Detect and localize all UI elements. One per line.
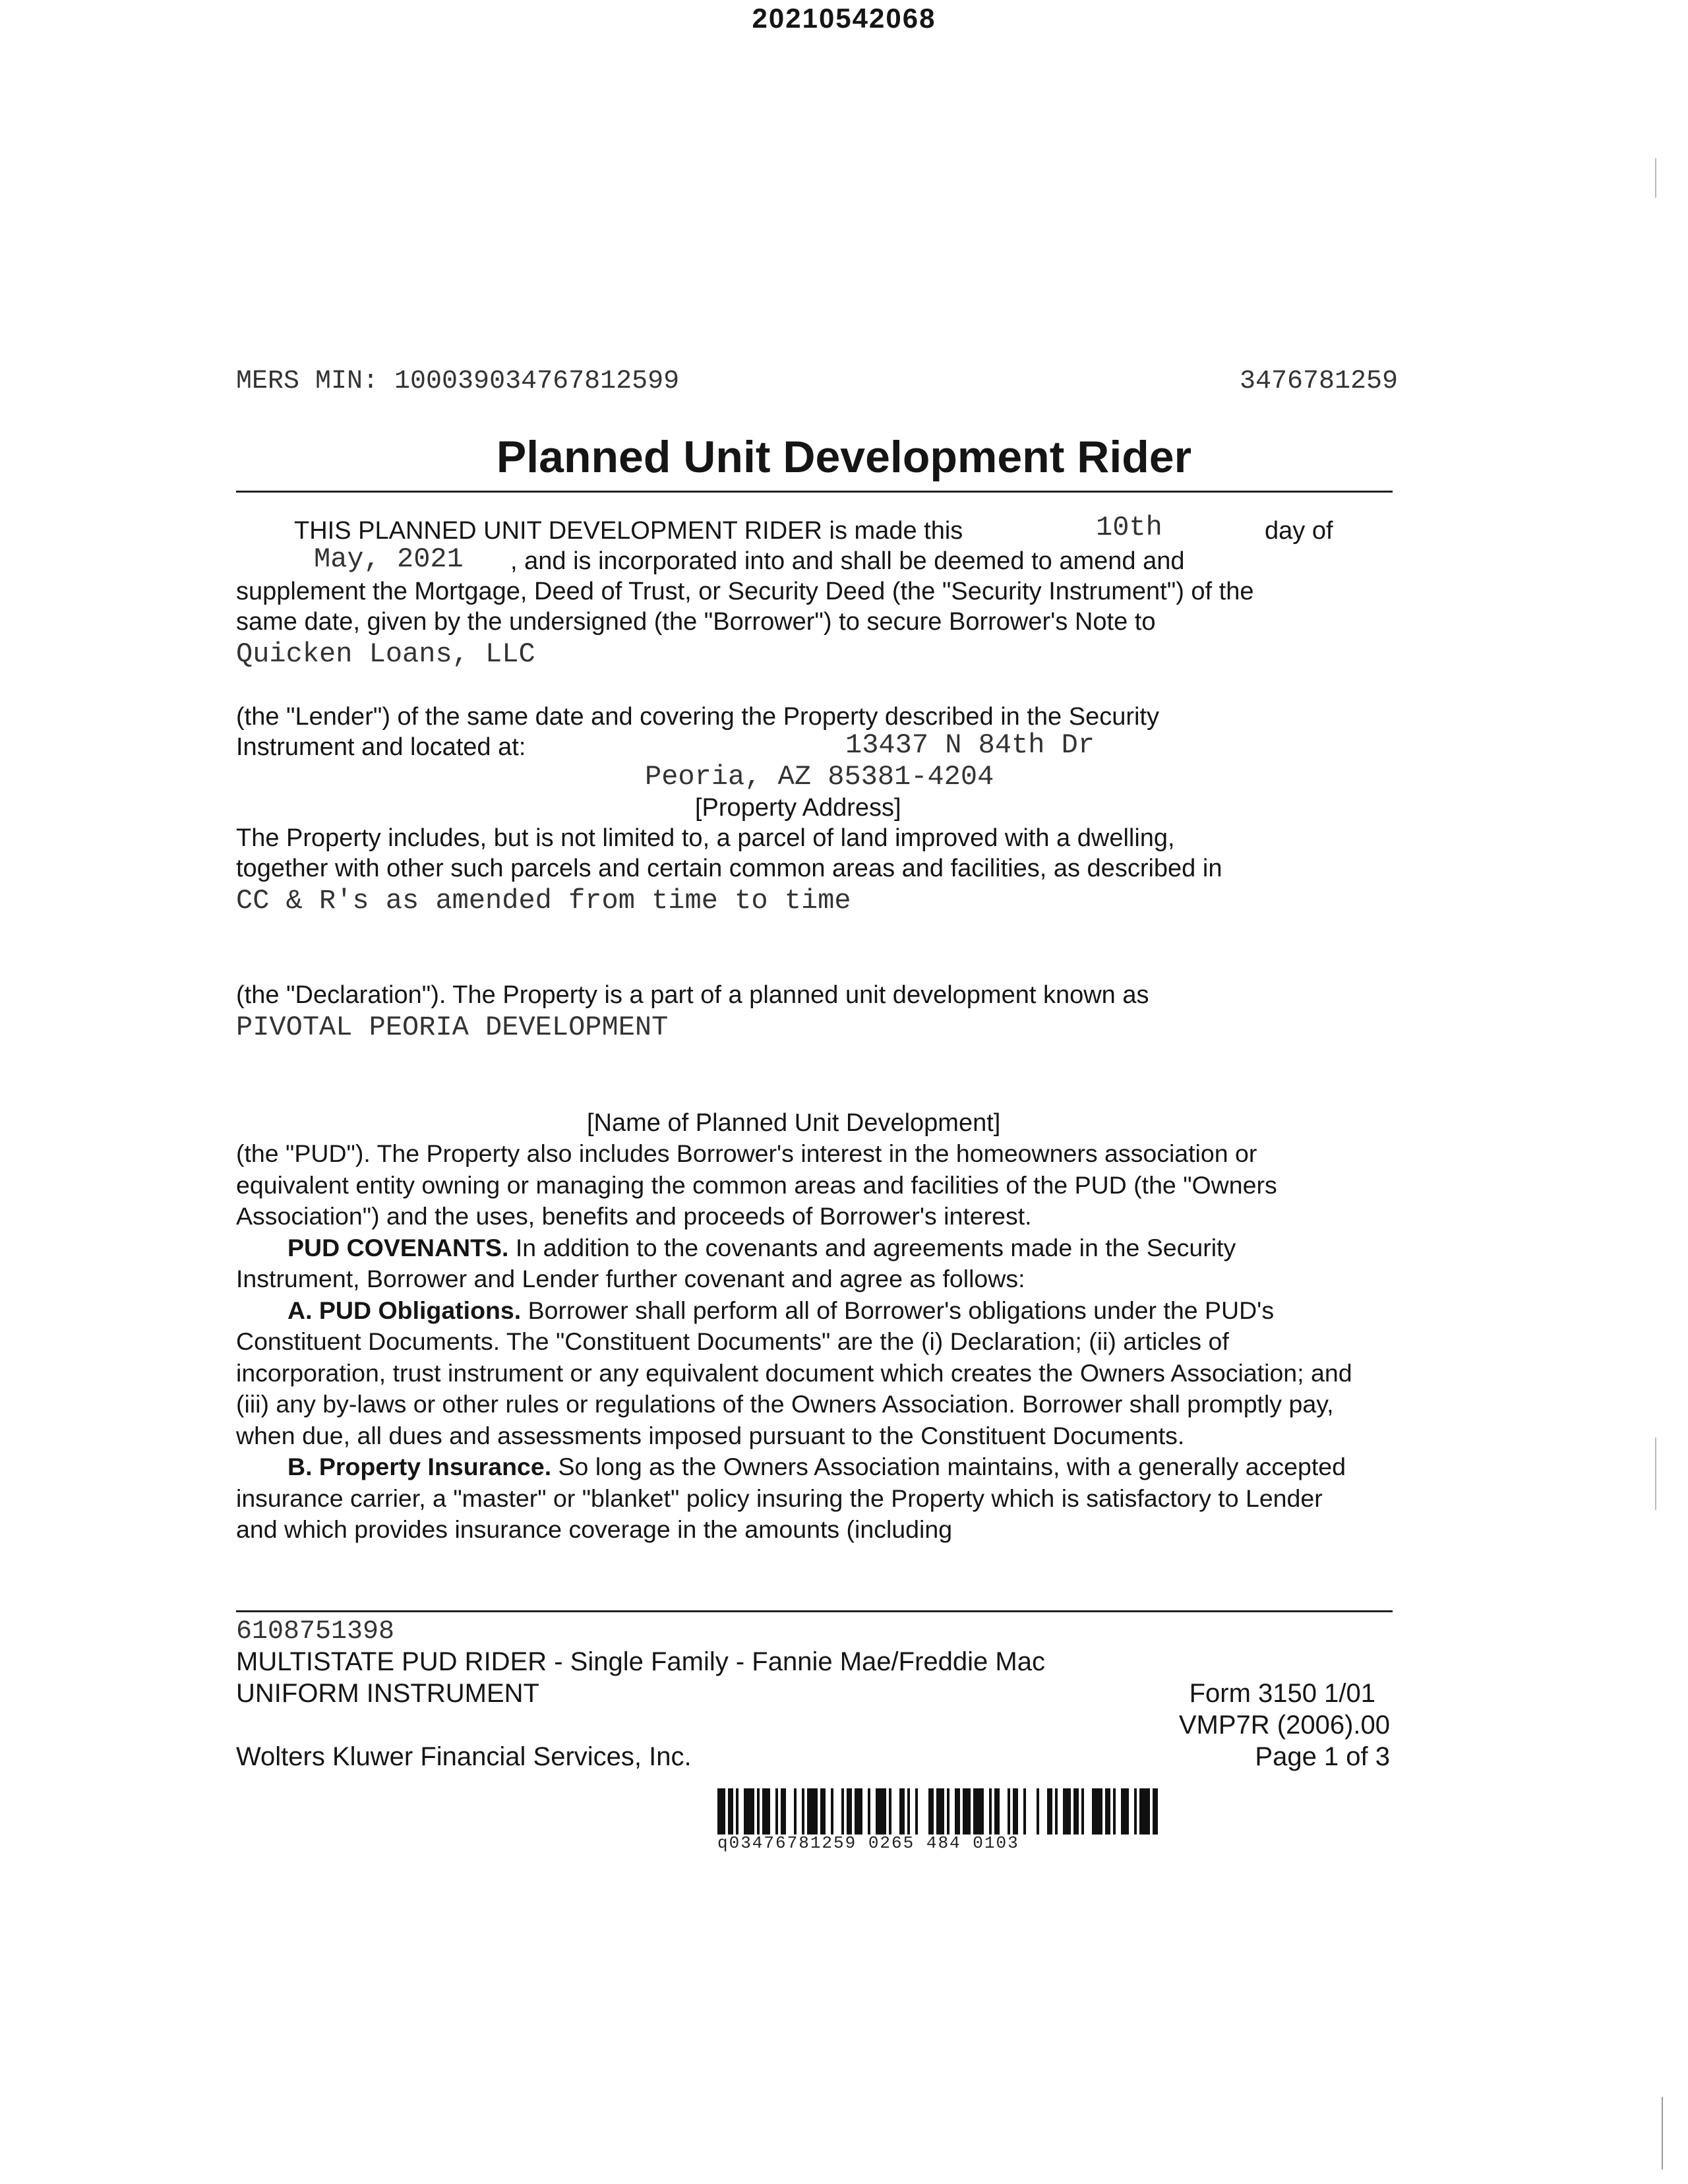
intro-line-3: supplement the Mortgage, Deed of Trust, or Security Deed (the "Security Instrument") of the [236, 578, 1254, 605]
barcode-bar [1105, 1788, 1110, 1835]
day-of-label: day of [1265, 517, 1333, 545]
barcode-bar [1063, 1788, 1071, 1835]
address-line-1: 13437 N 84th Dr [845, 729, 1095, 761]
address-line-2: Peoria, AZ 85381-4204 [645, 761, 994, 793]
barcode-bar [1055, 1788, 1058, 1835]
barcode-bar [1081, 1788, 1084, 1835]
barcode-bar [775, 1788, 778, 1835]
barcode-bar [1113, 1788, 1116, 1835]
barcode-bar [1073, 1788, 1079, 1835]
pud-name-value: PIVOTAL PEORIA DEVELOPMENT [236, 1012, 669, 1043]
declaration-value: CC & R's as amended from time to time [236, 885, 851, 917]
barcode-bar [717, 1788, 725, 1835]
pud-paragraph: (the "PUD"). The Property also includes Borrower's interest in the homeowners association or equivalent entity owning or managing the common areas and facilities of the PUD (the "Owners Association") and the uses, benefits and proceeds of Borrower's interest. [236, 1139, 1277, 1230]
barcode-bar [1139, 1788, 1150, 1835]
month-year-value: May, 2021 [314, 543, 464, 575]
footer-vmp: VMP7R (2006).00 [1178, 1711, 1390, 1740]
intro-line-6: Instrument and located at: [236, 733, 526, 761]
barcode-bar [1134, 1788, 1137, 1835]
barcode-bar [989, 1788, 992, 1835]
barcode-bar [876, 1788, 886, 1835]
footer-uniform-instrument: UNIFORM INSTRUMENT [236, 1679, 539, 1708]
barcode-bar [820, 1788, 826, 1835]
scan-mark [1655, 158, 1656, 198]
covenants-paragraph [236, 1232, 1357, 1295]
barcode-bar [955, 1788, 960, 1835]
document-title: Planned Unit Development Rider [496, 432, 1192, 482]
covenants-text: In addition to the covenants and agreements made in the Security Instrument, Borrower and Lender further covenant and agree as follows: [236, 1233, 1236, 1292]
scan-mark [1662, 2097, 1663, 2169]
barcode-bar [736, 1788, 738, 1835]
barcode-bar [1047, 1788, 1052, 1835]
day-value: 10th [1096, 512, 1162, 543]
barcode-bar [868, 1788, 870, 1835]
barcode-bar [947, 1788, 950, 1835]
barcode-text: q03476781259 0265 484 0103 [717, 1833, 1019, 1853]
barcode-bar [1153, 1788, 1158, 1835]
barcode-bar [794, 1788, 797, 1835]
intro-line-5: (the "Lender") of the same date and covering the Property described in the Security [236, 703, 1159, 731]
barcode-bar [936, 1788, 944, 1835]
barcode [717, 1788, 1166, 1835]
barcode-bar [889, 1788, 891, 1835]
barcode-bar [781, 1788, 786, 1835]
lender-value: Quicken Loans, LLC [236, 638, 535, 670]
mers-min: MERS MIN: 100039034767812599 [236, 367, 680, 396]
barcode-bar [807, 1788, 818, 1835]
intro-line-7: The Property includes, but is not limited to, a parcel of land improved with a dwelling, [236, 824, 1175, 852]
scan-mark [1655, 1438, 1656, 1510]
barcode-bar [847, 1788, 852, 1835]
intro-line-2: , and is incorporated into and shall be deemed to amend and [510, 547, 1185, 575]
barcode-bar [994, 1788, 1000, 1835]
barcode-bar [973, 1788, 984, 1835]
intro-line-9: (the "Declaration"). The Property is a part of a planned unit development known as [236, 981, 1149, 1009]
barcode-bar [762, 1788, 770, 1835]
covenants-heading: PUD COVENANTS. [287, 1233, 509, 1261]
loan-number: 3476781259 [1239, 367, 1398, 396]
recording-number: 20210542068 [752, 3, 936, 34]
barcode-bar [1013, 1788, 1018, 1835]
barcode-bar [841, 1788, 844, 1835]
barcode-bar [1092, 1788, 1102, 1835]
intro-line-8: together with other such parcels and certain common areas and facilities, as described in [236, 855, 1222, 882]
footer-doc-id: 6108751398 [236, 1617, 395, 1647]
pud-obligations-text: Borrower shall perform all of Borrower's obligations under the PUD's Constituent Documents. The "Constituent Documents" are the (i) Declaration; (ii) articles of incorporation, trust instrument or any equivalent document which creates the Owners Association; and (iii) any by-laws or other rules or regulations of the Owners Association. Borrower shall promptly pay, when due, all dues and assessments imposed pursuant to the Constituent Documents. [236, 1296, 1352, 1449]
property-insurance-paragraph [236, 1451, 1357, 1546]
property-insurance-heading: B. Property Insurance. [287, 1453, 552, 1480]
barcode-bar [963, 1788, 971, 1835]
property-address-caption: [Property Address] [695, 794, 901, 822]
footer-publisher: Wolters Kluwer Financial Services, Inc. [236, 1742, 692, 1771]
intro-line-1: THIS PLANNED UNIT DEVELOPMENT RIDER is made this [294, 517, 963, 545]
barcode-bar [1023, 1788, 1026, 1835]
barcode-bar [928, 1788, 934, 1835]
barcode-bar [907, 1788, 910, 1835]
barcode-bar [1037, 1788, 1039, 1835]
footer-rule [236, 1610, 1393, 1612]
barcode-bar [802, 1788, 804, 1835]
title-rule [236, 491, 1393, 493]
footer-page-number: Page 1 of 3 [1255, 1742, 1390, 1771]
pud-obligations-heading: A. PUD Obligations. [287, 1296, 522, 1324]
barcode-bar [831, 1788, 833, 1835]
barcode-bar [899, 1788, 905, 1835]
footer-form-title: MULTISTATE PUD RIDER - Single Family - Fannie Mae/Freddie Mac [236, 1647, 1045, 1676]
body-text [236, 1138, 1357, 1546]
intro-line-4: same date, given by the undersigned (the "Borrower") to secure Borrower's Note to [236, 608, 1156, 636]
barcode-bar [744, 1788, 754, 1835]
barcode-bar [915, 1788, 918, 1835]
barcode-bar [855, 1788, 862, 1835]
barcode-bar [1121, 1788, 1129, 1835]
pud-name-caption: [Name of Planned Unit Development] [587, 1109, 1001, 1137]
barcode-bar [757, 1788, 760, 1835]
barcode-bar [728, 1788, 733, 1835]
barcode-bar [1008, 1788, 1010, 1835]
pud-obligations-paragraph [236, 1295, 1357, 1452]
property-insurance-text: So long as the Owners Association maintains, with a generally accepted insurance carrier, a "master" or "blanket" policy insuring the Property which is satisfactory to Lender and which provides insurance coverage in the amounts (including [236, 1453, 1346, 1543]
footer-form-number: Form 3150 1/01 [1189, 1679, 1375, 1708]
